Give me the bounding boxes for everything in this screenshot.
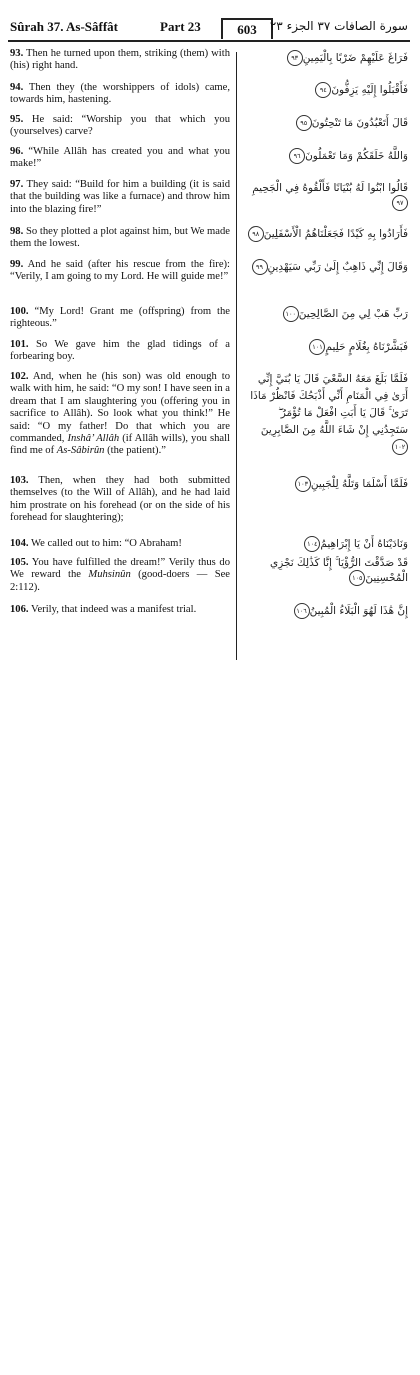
verse-103-english: 103. Then, when they had both submitted themselves (to the Will of Allâh), and he had laid him prostrate on his forehead (or on the side of his forehead for slaughtering); bbox=[10, 475, 230, 524]
ayah-end-marker: ٩٤ bbox=[315, 82, 331, 98]
ayah-end-marker: ١٠٥ bbox=[349, 570, 365, 586]
verse-93-arabic: فَرَاغَ عَلَيْهِمْ ضَرْبًا بِالْيَمِينِ٩٣ bbox=[244, 50, 408, 66]
verse-106-english: 106. Verily, that indeed was a manifest trial. bbox=[10, 604, 197, 615]
ayah-end-marker: ١٠٦ bbox=[294, 603, 310, 619]
ayah-end-marker: ١٠٣ bbox=[295, 476, 311, 492]
surah-title: Sûrah 37. As-Sâffât bbox=[10, 19, 118, 34]
ayah-end-marker: ٩٨ bbox=[248, 226, 264, 242]
ayah-end-marker: ٩٩ bbox=[252, 259, 268, 275]
page-number: 603 bbox=[221, 18, 273, 39]
ayah-end-marker: ٩٥ bbox=[296, 115, 312, 131]
verse-93-english: 93. Then he turned upon them, striking (them) with (his) right hand. bbox=[10, 48, 230, 72]
verse-96-arabic: وَاللَّهُ خَلَقَكُمْ وَمَا تَعْمَلُونَ٩٦ bbox=[244, 148, 408, 164]
verse-98-english: 98. So they plotted a plot against him, but We made them the lowest. bbox=[10, 226, 230, 250]
ayah-end-marker: ١٠٠ bbox=[283, 306, 299, 322]
verse-101-english: 101. So We gave him the glad tidings of a forbearing boy. bbox=[10, 339, 230, 363]
ayah-end-marker: ٩٦ bbox=[289, 148, 305, 164]
verse-94-arabic: فَأَقْبَلُوا إِلَيْهِ يَزِفُّونَ٩٤ bbox=[244, 82, 408, 98]
verse-104-english: 104. We called out to him: “O Abraham! bbox=[10, 538, 182, 549]
verse-105-english: 105. You have fulfilled the dream!” Verily thus do We reward the Muhsinûn (good-doers — See 2:112). bbox=[10, 557, 230, 593]
verse-95-english: 95. He said: “Worship you that which you (yourselves) carve? bbox=[10, 114, 230, 138]
verse-106-arabic: إِنَّ هَٰذَا لَهُوَ الْبَلَاءُ الْمُبِينُ١٠٦ bbox=[244, 603, 408, 619]
verse-104-arabic: وَنَادَيْنَاهُ أَنْ يَا إِبْرَاهِيمُ١٠٤ bbox=[244, 536, 408, 552]
verse-105-arabic: قَدْ صَدَّقْتَ الرُّؤْيَا ۚ إِنَّا كَذَٰلِكَ نَجْزِي الْمُحْسِنِينَ١٠٥ bbox=[269, 557, 408, 584]
verse-100-english: 100. “My Lord! Grant me (offspring) from the righteous.” bbox=[10, 306, 230, 330]
verse-102-arabic: فَلَمَّا بَلَغَ مَعَهُ السَّعْيَ قَالَ يَا بُنَيَّ إِنِّي أَرَىٰ فِي الْمَنَامِ أَنِّي أَذْبَحُكَ فَانْظُرْ مَاذَا تَرَىٰ ۚ قَالَ يَا أَبَتِ افْعَلْ مَا تُؤْمَرُ ۖ سَتَجِدُنِي إِنْ شَاءَ اللَّهُ مِنَ الصَّابِرِينَ١٠٢ bbox=[244, 371, 408, 456]
page-header bbox=[8, 18, 410, 42]
ayah-end-marker: ٩٣ bbox=[287, 50, 303, 66]
verse-103-arabic: فَلَمَّا أَسْلَمَا وَتَلَّهُ لِلْجَبِينِ١٠٣ bbox=[244, 476, 408, 492]
verse-100-arabic: رَبِّ هَبْ لِي مِنَ الصَّالِحِينَ١٠٠ bbox=[244, 306, 408, 322]
ayah-end-marker: ١٠١ bbox=[309, 339, 325, 355]
verse-99-english: 99. And he said (after his rescue from the fire): “Verily, I am going to my Lord. He will guide me!” bbox=[10, 259, 230, 283]
ayah-end-marker: ١٠٢ bbox=[392, 439, 408, 455]
part-label: Part 23 bbox=[160, 19, 201, 34]
verse-99-arabic: وَقَالَ إِنِّي ذَاهِبٌ إِلَىٰ رَبِّي سَيَهْدِينِ٩٩ bbox=[244, 259, 408, 275]
verse-96-english: 96. “While Allâh has created you and what you make!” bbox=[10, 146, 230, 170]
ayah-end-marker: ١٠٤ bbox=[304, 536, 320, 552]
verse-97-english: 97. They said: “Build for him a building (it is said that the building was like a furnace) and throw him into the blazing fire!” bbox=[10, 179, 230, 215]
verse-102-english: 102. And, when he (his son) was old enough to walk with him, he said: “O my son! I have seen in a dream that I am slaughtering you (offering you in sacrifice to Allâh). So look what you think!” He said: “O my father! Do that which you are commanded, Inshâ’ Allâh (if Allâh wills), you shall find me of As-Sâbirûn (the patient).” bbox=[10, 371, 230, 457]
verse-94-english: 94. Then they (the worshippers of idols) came, towards him, hastening. bbox=[10, 82, 230, 106]
verse-98-arabic: فَأَرَادُوا بِهِ كَيْدًا فَجَعَلْنَاهُمُ الْأَسْفَلِينَ٩٨ bbox=[244, 226, 408, 242]
verse-101-arabic: فَبَشَّرْنَاهُ بِغُلَامٍ حَلِيمٍ١٠١ bbox=[244, 339, 408, 355]
ayah-end-marker: ٩٧ bbox=[392, 195, 408, 211]
verse-95-arabic: قَالَ أَتَعْبُدُونَ مَا تَنْحِتُونَ٩٥ bbox=[244, 115, 408, 131]
verse-97-arabic: قَالُوا ابْنُوا لَهُ بُنْيَانًا فَأَلْقُوهُ فِي الْجَحِيمِ٩٧ bbox=[244, 181, 408, 211]
arabic-header: سورة الصافات ٣٧ الجزء ٢٣ bbox=[269, 19, 408, 33]
